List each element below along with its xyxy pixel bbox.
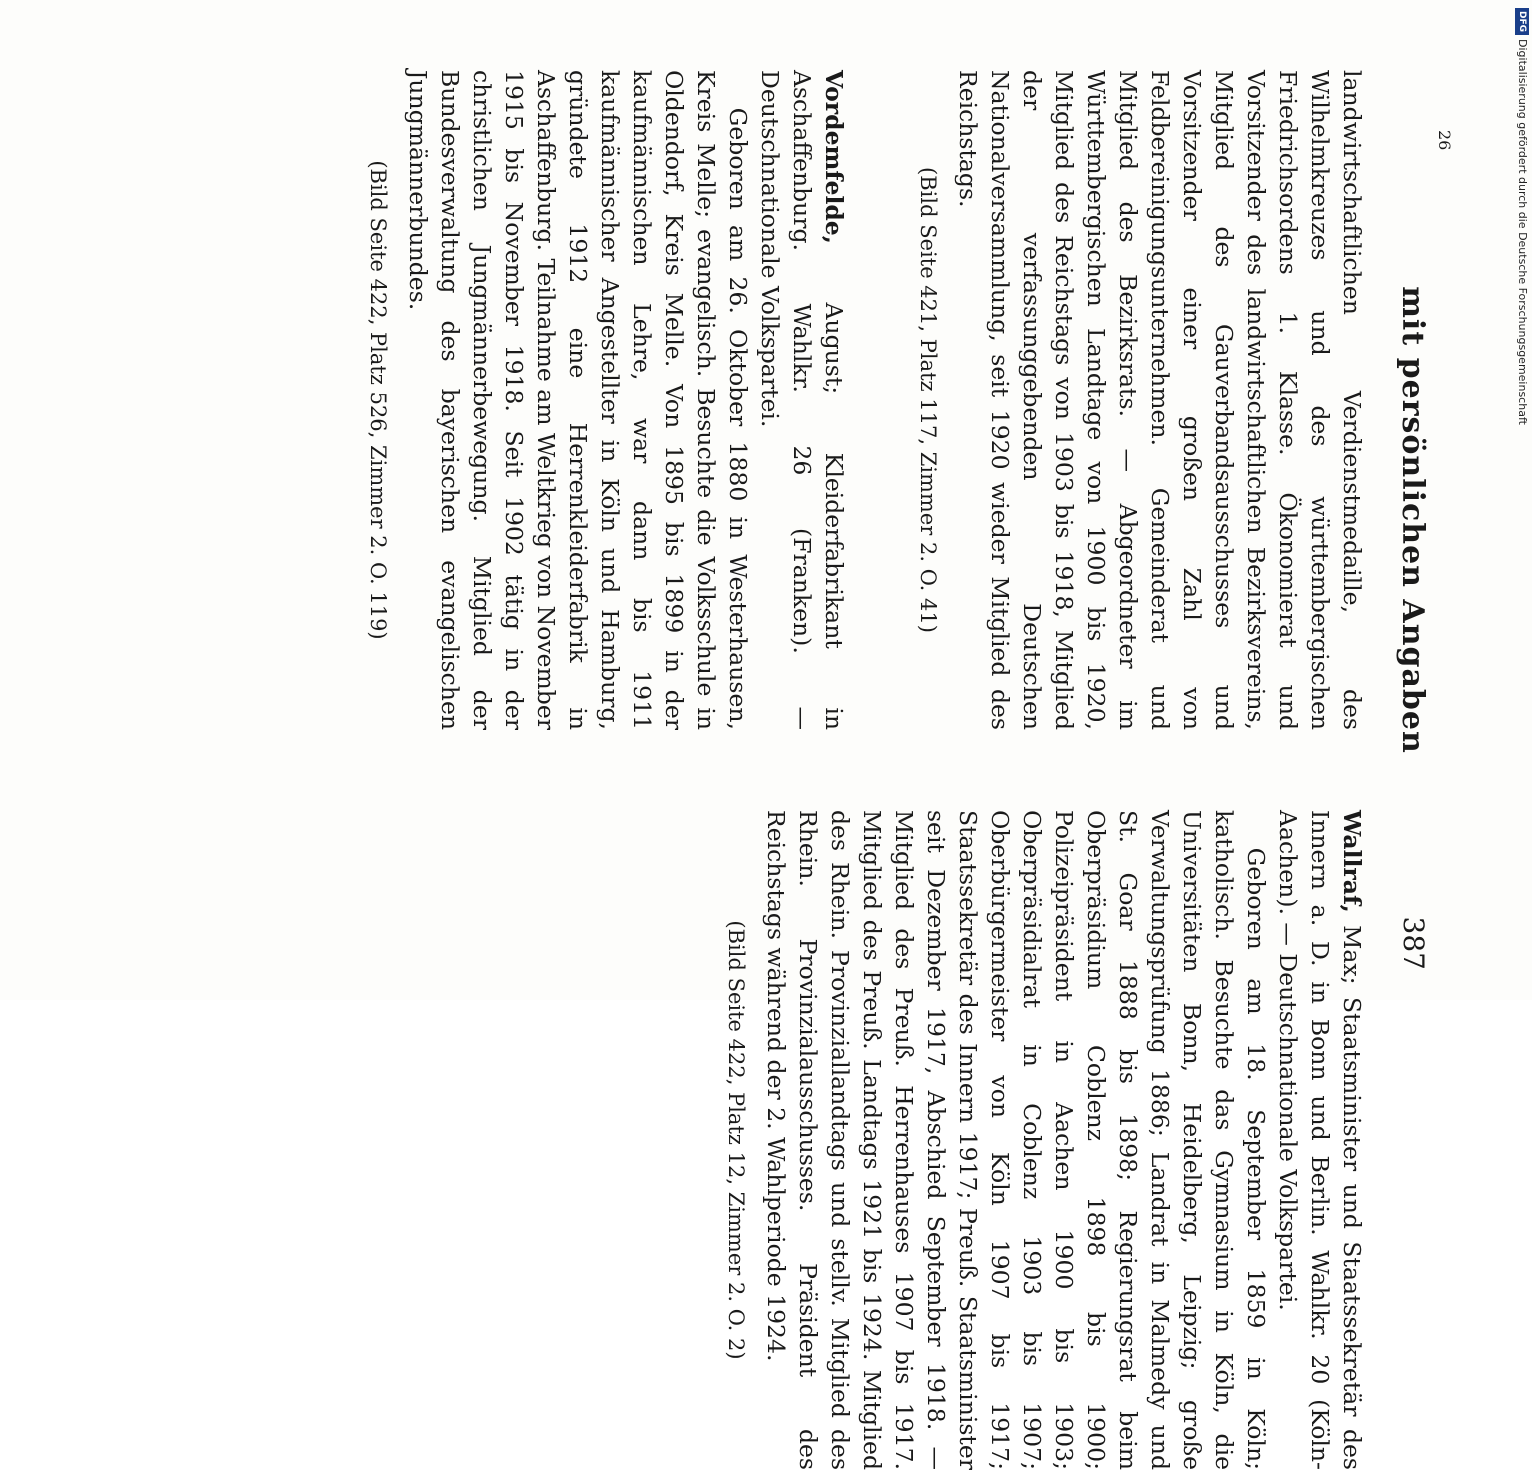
entry-intro: Max; Staatsminister und Staatssekretär des Innern a. D. in Bonn und Berlin. Wahlkr. 20 (Köln-Aachen). — Deutschnationale Volkspartei. (1274, 810, 1366, 1470)
entry-bild-reference: (Bild Seite 421, Platz 117, Zimmer 2. O. 41) (916, 167, 940, 633)
entry-wallraf (720, 810, 1368, 1470)
entry-bild-reference: (Bild Seite 422, Platz 12, Zimmer 2. O. 2) (724, 920, 748, 1360)
page-number: 387 (1397, 916, 1430, 970)
entry-name: Vordemfelde, (820, 70, 848, 244)
entry-intro: August; Kleiderfabrikant in Aschaffenburg. Wahlkr. 26 (Franken). — Deutschnationale Volkspartei. (756, 70, 848, 730)
digitization-credit (1512, 8, 1532, 1008)
entry-text: Geboren am 26. Oktober 1880 in Westerhausen, Kreis Melle; evangelisch. Besuchte die Volksschule in Oldendorf, Kreis Melle. Von 1895 bis 1899 in der kaufmännischen Lehre, war dann bis 1911 kaufmännischer Angestellter in Köln und Hamburg, gründete 1912 eine Herrenkleiderfabrik in Aschaffenburg. Teilnahme am Weltkrieg von November 1915 bis November 1918. Seit 1902 tätig in der christlichen Jungmännerbewegung. Mitglied der Bundesverwaltung des bayerischen evangelischen Jungmännerbundes. (404, 70, 752, 730)
entry-heading (754, 70, 850, 730)
entry-continuation (912, 70, 1368, 730)
entry-vordemfelde (362, 70, 850, 730)
entry-bild-reference: (Bild Seite 422, Platz 526, Zimmer 2. O. 119) (366, 160, 390, 640)
entry-heading (1272, 810, 1368, 1470)
page-header (1390, 70, 1430, 970)
rotated-text-page (30, 70, 1430, 1470)
entry-text: landwirtschaftlichen Verdienstmedaille, des Wilhelmkreuzes und des württembergischen Friedrichsordens 1. Klasse. Ökonomierat und Vorsitzender des landwirtschaftlichen Bezirksvereins, Mitglied des Gauverbandsausschusses und Vorsitzender einer großen Zahl von Feldbereinigungsunternehmen. Gemeinderat und Mitglied des Bezirksrats. — Abgeordneter im Württembergischen Landtage von 1900 bis 1920, Mitglied des Reichstags von 1903 bis 1918, Mitglied der verfassunggebenden Deutschen Nationalversammlung, seit 1920 wieder Mitglied des Reichstags. (954, 70, 1366, 730)
dfg-logo-icon: DFG (1515, 8, 1529, 35)
digitization-credit-text: Digitalisierung gefördert durch die Deutsche Forschungsgemeinschaft (1516, 39, 1529, 425)
running-head: mit persönlichen Angaben (1395, 286, 1430, 754)
entry-text: Geboren am 18. September 1859 in Köln; katholisch. Besuchte das Gymnasium in Köln, die Universitäten Bonn, Heidelberg, Leipzig; große Verwaltungsprüfung 1886; Landrat in Malmedy und St. Goar 1888 bis 1898; Regierungsrat beim Oberpräsidium Coblenz 1898 bis 1900; Polizeipräsident in Aachen 1900 bis 1903; Oberpräsidialrat in Coblenz 1903 bis 1907; Oberbürgermeister von Köln 1907 bis 1917; Staatssekretär des Innern 1917; Preuß. Staatsminister seit Dezember 1917, Abschied September 1918. — Mitglied des Preuß. Herrenhauses 1907 bis 1917. Mitglied des Preuß. Landtags 1921 bis 1924. Mitglied des Rhein. Provinziallandtags und stellv. Mitglied des Rhein. Provinzialausschusses. Präsident des Reichstags während der 2. Wahlperiode 1924. (762, 810, 1270, 1470)
column-right (658, 810, 1368, 1470)
footer-page-number: 26 (1435, 130, 1454, 151)
entry-name: Wallraf, (1338, 810, 1366, 913)
column-left (300, 70, 1368, 730)
